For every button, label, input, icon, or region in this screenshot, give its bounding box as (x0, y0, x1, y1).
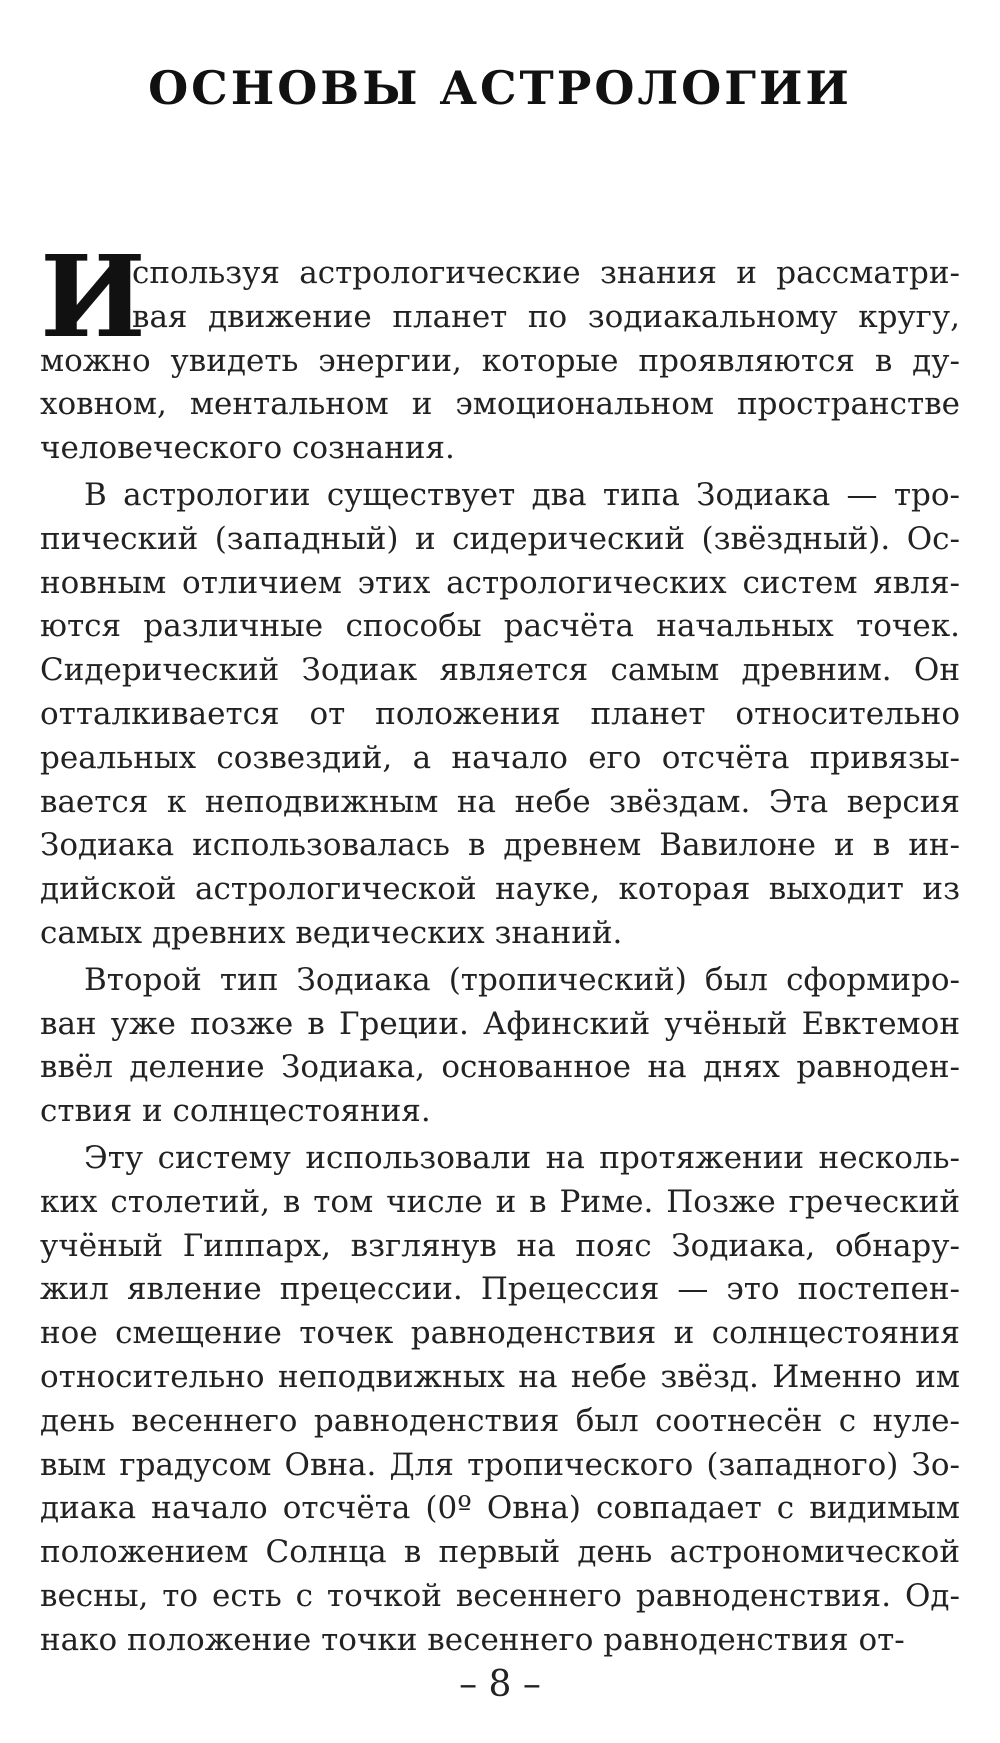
text-line: Второй тип Зодиака (тропический) был сформиро- (84, 961, 960, 998)
text-line: ются различные способы расчёта начальных точек. (40, 608, 960, 645)
text-line: ких столетий, в том числе и в Риме. Позже греческий (40, 1183, 960, 1220)
text-line: ствия и солнцестояния. (40, 1093, 431, 1130)
text-line: положением Солнца в первый день астрономической (40, 1534, 960, 1571)
page-number: – 8 – (459, 1664, 541, 1705)
text-line: ное смещение точек равноденствия и солнцестояния (40, 1315, 960, 1352)
text-line: жил явление прецессии. Прецессия — это постепен- (40, 1271, 960, 1308)
text-line: Сидерический Зодиак является самым древним. Он (40, 652, 960, 689)
text-line: вая движение планет по зодиакальному кругу, (132, 298, 960, 335)
text-line: новным отличием этих астрологических систем явля- (40, 564, 960, 601)
text-line: В астрологии существует два типа Зодиака — тро- (84, 476, 960, 513)
text-line: дийской астрологической науке, которая выходит из (40, 871, 960, 908)
text-line: нако положение точки весеннего равноденствия от- (40, 1621, 905, 1658)
text-line: пический (западный) и сидерический (звёздный). Ос- (40, 520, 960, 557)
text-line: Зодиака использовалась в древнем Вавилоне и в ин- (40, 827, 960, 864)
text-line: Эту систему использовали на протяжении несколь- (84, 1139, 960, 1176)
text-line: вается к неподвижным на небе звёздам. Эта версия (40, 783, 960, 820)
chapter-title: ОСНОВЫ АСТРОЛОГИИ (148, 61, 852, 115)
text-line: учёный Гиппарх, взглянув на пояс Зодиака, обнару- (40, 1227, 960, 1264)
text-line: день весеннего равноденствия был соотнесён с нуле- (40, 1402, 960, 1439)
text-line: ван уже позже в Греции. Афинский учёный Евктемон (40, 1005, 960, 1042)
body-text (40, 232, 960, 1663)
text-line: ховном, ментальном и эмоциональном пространстве (40, 386, 960, 423)
text-line: реальных созвездий, а начало его отсчёта привязы- (40, 739, 960, 776)
text-line: вым градусом Овна. Для тропического (западного) Зо- (40, 1446, 960, 1483)
drop-cap: И (40, 232, 146, 363)
text-line: спользуя астрологические знания и рассматри- (132, 255, 960, 291)
text-line: отталкивается от положения планет относительно (40, 695, 960, 732)
text-line: весны, то есть с точкой весеннего равноденствия. Од- (40, 1577, 960, 1614)
text-line: относительно неподвижных на небе звёзд. Именно им (40, 1358, 960, 1395)
text-line: самых древних ведических знаний. (40, 914, 623, 951)
text-line: человеческого сознания. (40, 430, 455, 467)
text-line: можно увидеть энергии, которые проявляются в ду- (40, 342, 960, 379)
text-line: диака начало отсчёта (0º Овна) совпадает с видимым (40, 1490, 960, 1527)
text-line: ввёл деление Зодиака, основанное на днях равноден- (40, 1049, 960, 1086)
